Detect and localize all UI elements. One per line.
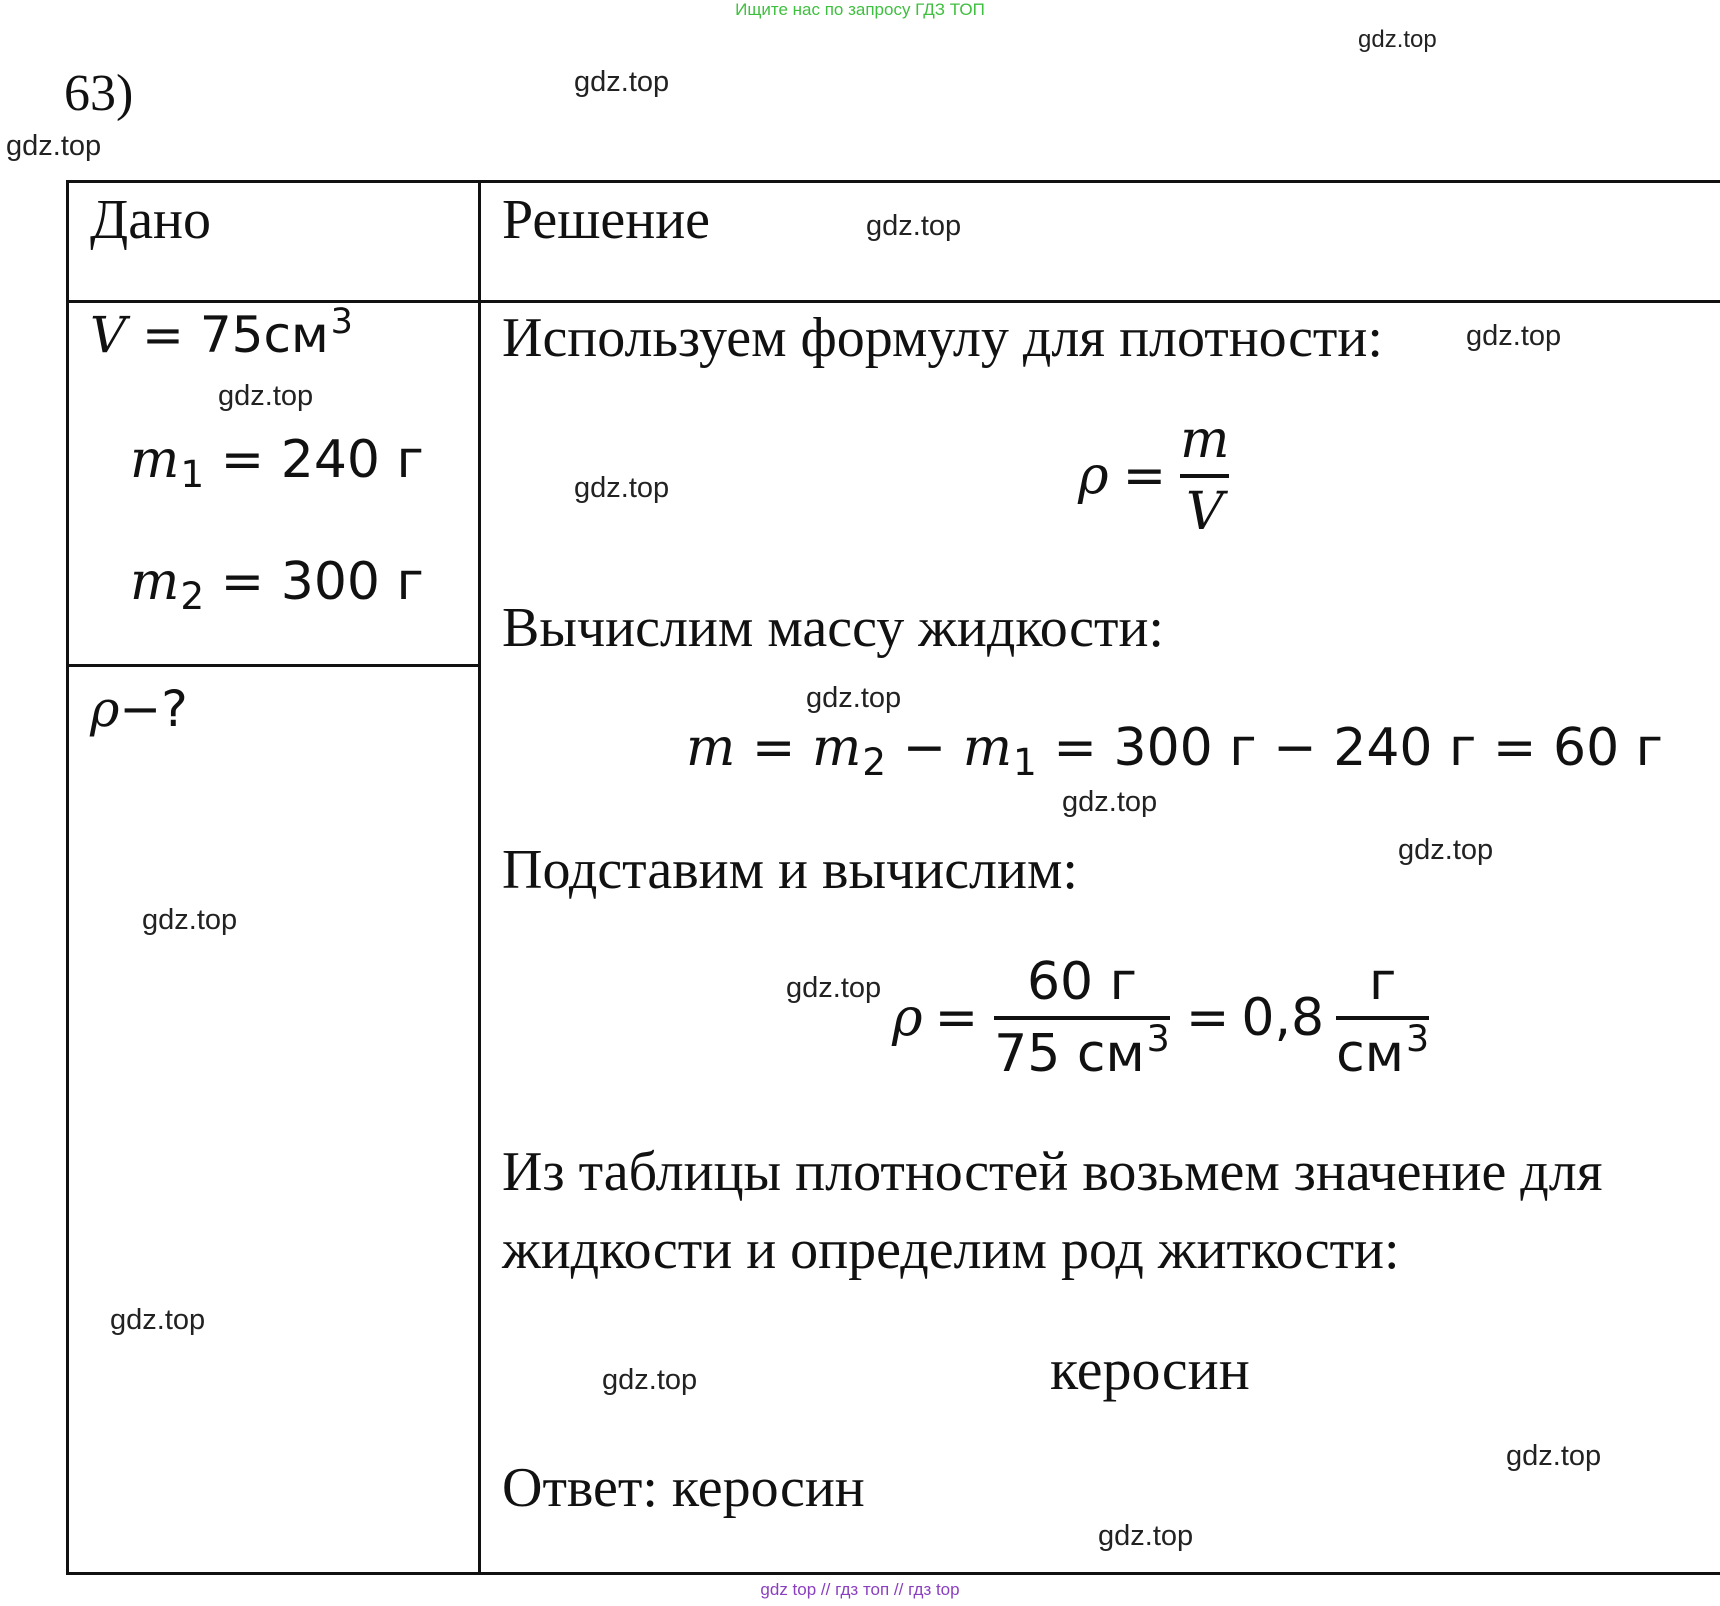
density-fraction: $\frac{m}{V}$ — [1180, 410, 1230, 542]
density-formula: ρ = $\frac{m}{V}$ — [1078, 410, 1230, 542]
watermark: gdz.top — [786, 972, 882, 1004]
watermark: gdz.top — [1466, 320, 1562, 352]
table-left-border — [66, 180, 69, 1575]
calc-formula: ρ = $\frac{60 г}{75 см^3}$ = 0,8 $\frac{г}{см^3}$ — [892, 952, 1430, 1084]
watermark: gdz.top — [142, 904, 238, 936]
given-divider — [66, 664, 480, 667]
answer-text: Ответ: керосин — [502, 1457, 865, 1519]
step2-text: Вычислим массу жидкости: — [502, 597, 1164, 659]
watermark: gdz.top — [574, 66, 670, 98]
step4-line2: жидкости и определим род житкости: — [502, 1219, 1400, 1281]
given-mass2: $m_2 = 300$ г — [130, 552, 424, 619]
problem-number: 63) — [64, 65, 134, 122]
footer-links[interactable]: gdz top // гдз топ // гдз top — [760, 1580, 960, 1599]
step4-line1: Из таблицы плотностей возьмем значение для — [502, 1141, 1603, 1203]
watermark: gdz.top — [574, 472, 670, 504]
given-mass1: $m_1 = 240$ г — [130, 430, 424, 497]
watermark: gdz.top — [602, 1364, 698, 1396]
given-header: Дано — [90, 189, 212, 251]
column-divider — [478, 180, 481, 1575]
unknown-density: ρ−? — [90, 680, 188, 738]
solution-header: Решение — [502, 189, 711, 251]
watermark: gdz.top — [218, 380, 314, 412]
mass-formula: $m = m_2 - m_1 = 300$ г − 240 г = 60 г — [686, 718, 1664, 785]
unit-fraction: $\frac{г}{см^3}$ — [1336, 952, 1430, 1084]
step1-text: Используем формулу для плотности: — [502, 307, 1383, 369]
top-banner[interactable]: Ищите нас по запросу ГДЗ ТОП — [735, 0, 985, 19]
watermark: gdz.top — [110, 1304, 206, 1336]
table-header-divider — [66, 300, 1720, 303]
watermark: gdz.top — [1062, 786, 1158, 818]
watermark: gdz.top — [866, 210, 962, 242]
table-bottom-border — [66, 1572, 1720, 1575]
watermark: gdz.top — [1358, 26, 1437, 53]
watermark: gdz.top — [1398, 834, 1494, 866]
watermark: gdz.top — [1506, 1440, 1602, 1472]
table-top-border — [66, 180, 1720, 183]
given-volume: $V = 75см^3$ — [90, 301, 353, 364]
result-word: керосин — [1050, 1337, 1250, 1402]
step3-text: Подставим и вычислим: — [502, 839, 1078, 901]
watermark: gdz.top — [806, 682, 902, 714]
watermark: gdz.top — [1098, 1520, 1194, 1552]
watermark: gdz.top — [6, 130, 102, 162]
calc-fraction: $\frac{60 г}{75 см^3}$ — [994, 952, 1170, 1084]
